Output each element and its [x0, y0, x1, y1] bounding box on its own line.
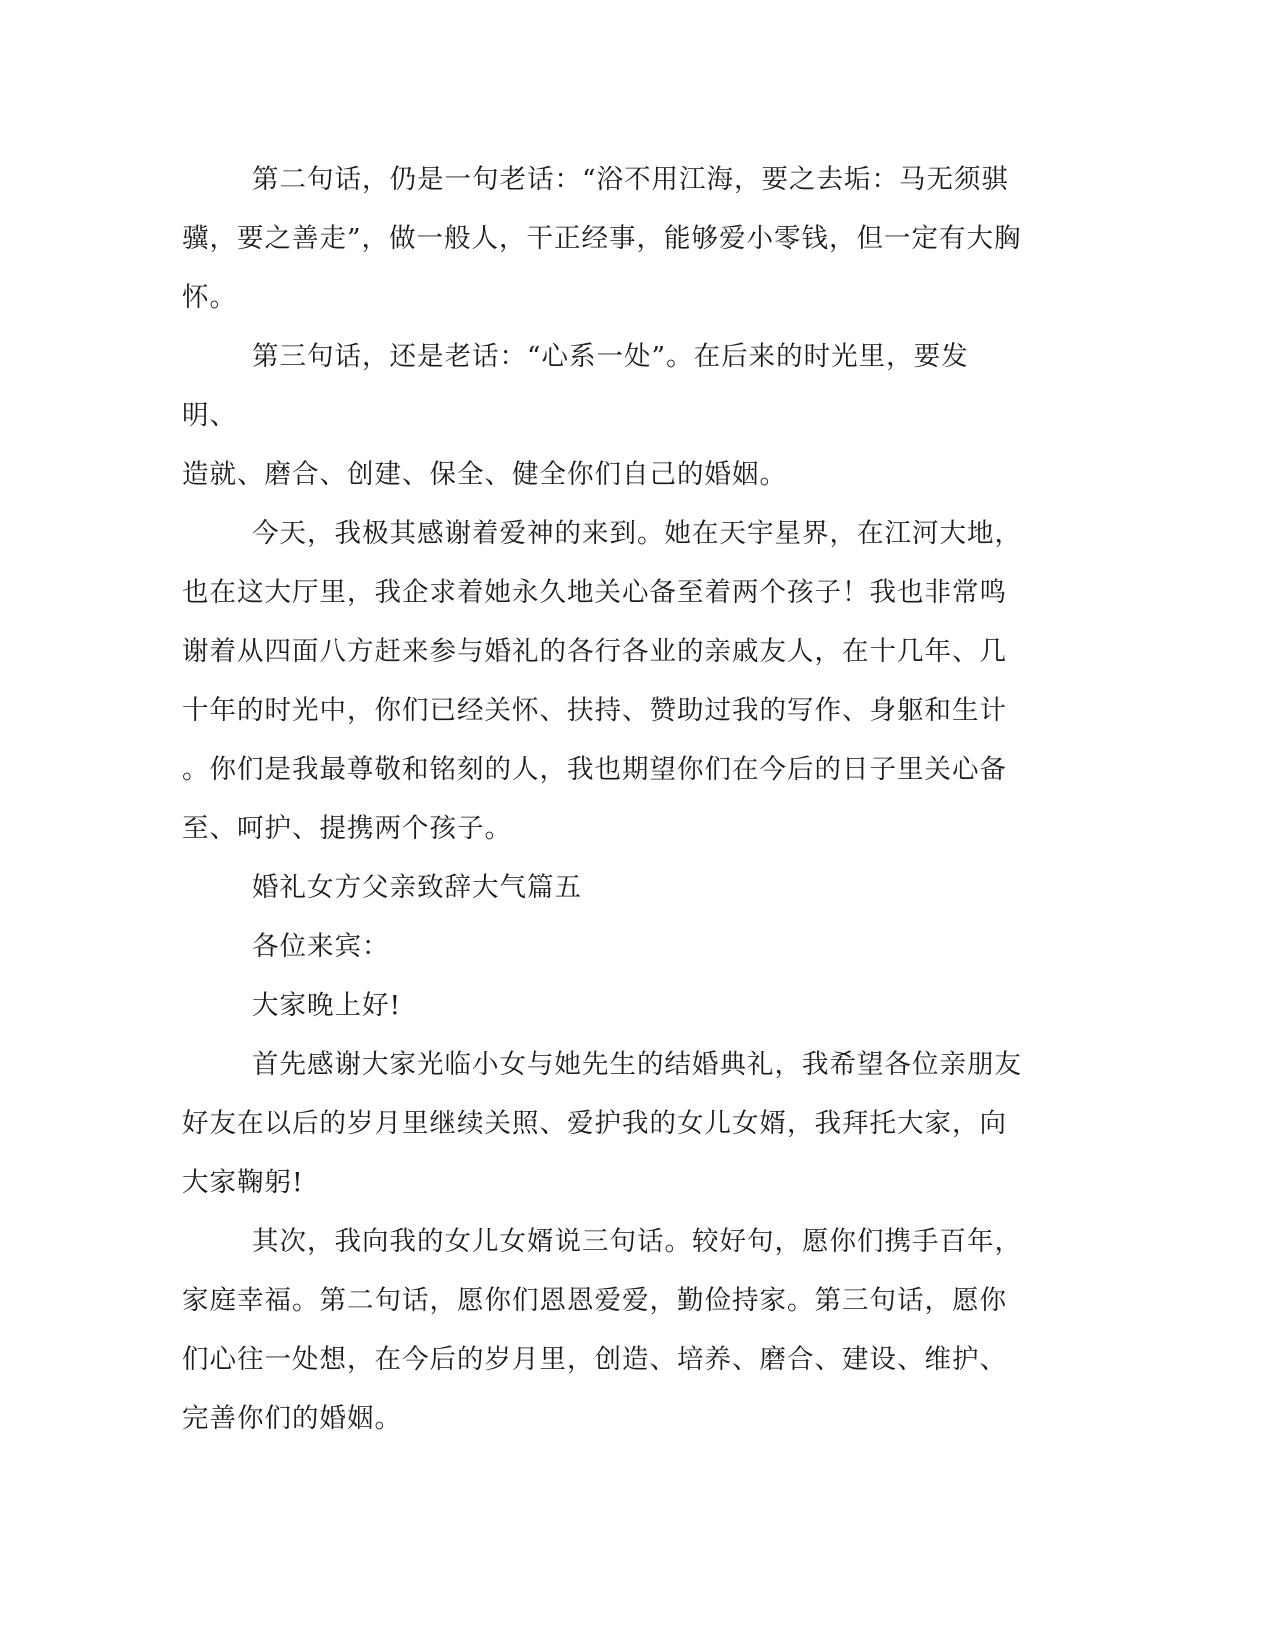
- salutation: 各位来宾：: [252, 931, 390, 962]
- paragraph-third-saying: 第三句话，还是老话：“心系一处”。在后来的时光里，要发明、 造就、磨合、创建、保全、健全你们自己的婚姻。: [182, 341, 969, 490]
- paragraph-second-saying: 第二句话，仍是一句老话：“浴不用江海，要之去垢：马无须骐 骥，要之善走”，做一般人，干正经事，能够爱小零钱，但一定有大胸 怀。: [182, 164, 1022, 313]
- paragraph-first: 首先感谢大家光临小女与她先生的结婚典礼，我希望各位亲朋友 好友在以后的岁月里继续关照、爱护我的女儿女婿，我拜托大家，向 大家鞠躬!: [182, 1049, 1022, 1198]
- paragraph-thanks: 今天，我极其感谢着爱神的来到。她在天宇星界，在江河大地， 也在这大厅里，我企求着她永久地关心备至着两个孩子！我也非常鸣 谢着从四面八方赶来参与婚礼的各行各业的亲戚友人，在十几年、几 十年的时光中，你们已经关怀、扶持、赞助过我的写作、身躯和生计 。你们是我最尊敬和铭刻的人，我也期望你们在今后的日子里关心备 至、呵护、提携两个孩子。: [182, 518, 1022, 844]
- paragraph-second: 其次，我向我的女儿女婿说三句话。较好句，愿你们携手百年， 家庭幸福。第二句话，愿你们恩恩爱爱，勤俭持家。第三句话，愿你 们心往一处想，在今后的岁月里，创造、培养、磨合、建设、维护、 完善你们的婚姻。: [182, 1226, 1022, 1434]
- section-heading: 婚礼女方父亲致辞大气篇五: [252, 872, 582, 903]
- greeting: 大家晚上好!: [252, 990, 402, 1021]
- document-body: [182, 150, 1022, 1448]
